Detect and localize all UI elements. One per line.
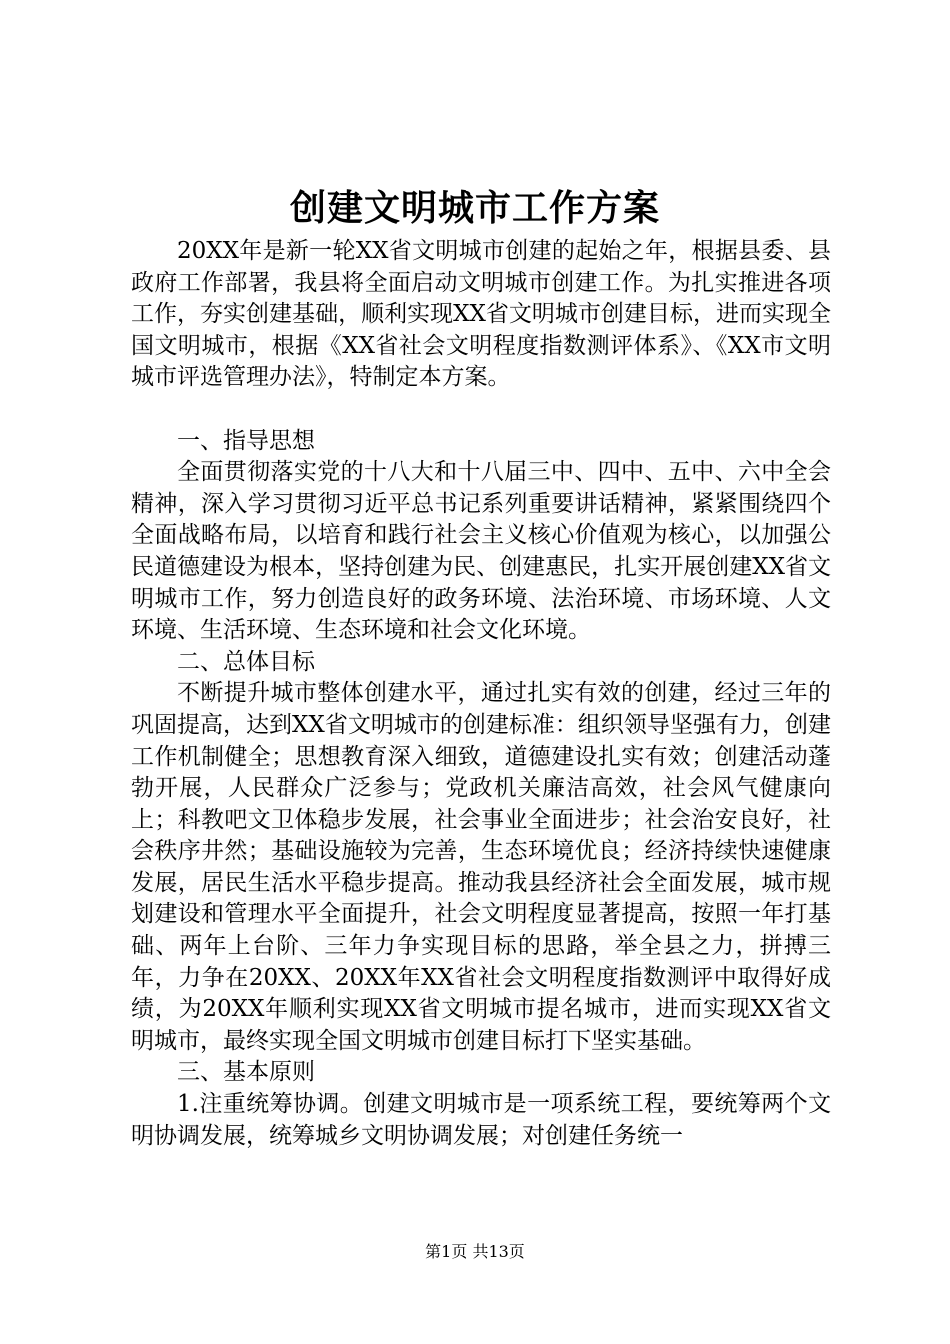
section-body-basic-principles: 1.注重统筹协调。创建文明城市是一项系统工程，要统筹两个文明协调发展，统筹城乡文明协调发展；对创建任务统一 [131,1091,831,1149]
document-title: 创建文明城市工作方案 [289,187,660,229]
paragraph-spacer [131,394,831,426]
page-number-footer: 第1页 共13页 [425,1242,525,1261]
section-heading-overall-goals: 二、总体目标 [177,648,315,675]
document-body [131,236,831,1152]
section-body-guiding-thought: 全面贯彻落实党的十八大和十八届三中、四中、五中、六中全会精神，深入学习贯彻习近平总书记系列重要讲话精神，紧紧围绕四个全面战略布局，以培育和践行社会主义核心价值观为核心，以加强公民道德建设为根本，坚持创建为民、创建惠民，扎实开展创建XX省文明城市工作，努力创造良好的政务环境、法治环境、市场环境、人文环境、生活环境、生态环境和社会文化环境。 [131,459,831,644]
intro-paragraph: 20XX年是新一轮XX省文明城市创建的起始之年，根据县委、县政府工作部署，我县将全面启动文明城市创建工作。为扎实推进各项工作，夯实创建基础，顺利实现XX省文明城市创建目标，进而实现全国文明城市，根据《XX省社会文明程度指数测评体系》、《XX市文明城市评选管理办法》，特制定本方案。 [131,238,831,391]
section-heading-basic-principles: 三、基本原则 [177,1059,315,1086]
section-body-overall-goals: 不断提升城市整体创建水平，通过扎实有效的创建，经过三年的巩固提高，达到XX省文明城市的创建标准：组织领导坚强有力，创建工作机制健全；思想教育深入细致，道德建设扎实有效；创建活动蓬勃开展，人民群众广泛参与；党政机关廉洁高效，社会风气健康向上；科教吧文卫体稳步发展，社会事业全面进步；社会治安良好，社会秩序井然；基础设施较为完善，生态环境优良；经济持续快速健康发展，居民生活水平稳步提高。推动我县经济社会全面发展，城市规划建设和管理水平全面提升，社会文明程度显著提高，按照一年打基础、两年上台阶、三年力争实现目标的思路，举全县之力，拼搏三年，力争在20XX、20XX年XX省社会文明程度指数测评中取得好成绩，为20XX年顺利实现XX省文明城市提名城市，进而实现XX省文明城市，最终实现全国文明城市创建目标打下坚实基础。 [131,680,831,1054]
section-heading-guiding-thought: 一、指导思想 [177,427,315,454]
